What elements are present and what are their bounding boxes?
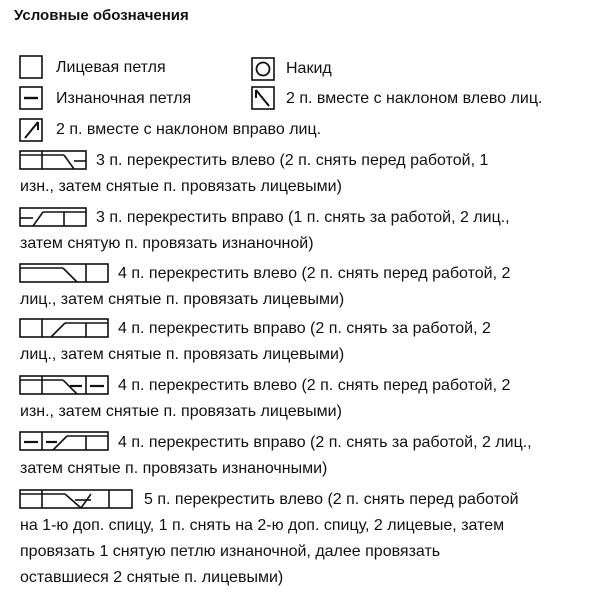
cable-4-left-purl-line-2: изн., затем снятые п. провязать лицевыми): [20, 403, 342, 420]
circle-in-square-icon: [251, 57, 275, 81]
page-title: Условные обозначения: [14, 7, 189, 24]
cable-4-left-knit-line-1: 4 п. перекрестить влево (2 п. снять перед работой, 2: [118, 265, 511, 282]
backslash-in-square-icon: [251, 86, 275, 110]
cable-4-right-knit-icon: [19, 317, 111, 339]
cable-4-right-purl-line-2: затем снятые п. провязать изнаночными): [20, 460, 328, 477]
cable-3-right-line-1: 3 п. перекрестить вправо (1 п. снять за работой, 2 лиц.,: [96, 209, 510, 226]
legend-yarn-over-label: Накид: [286, 60, 332, 77]
legend-purl-label: Изнаночная петля: [56, 90, 192, 107]
cable-5-left-line-2: на 1-ю доп. спицу, 1 п. снять на 2-ю доп. спицу, 2 лицевые, затем: [20, 517, 505, 534]
cable-5-left-line-3: провязать 1 снятую петлю изнаночной, далее провязать: [20, 543, 441, 560]
cable-4-right-purl-line-1: 4 п. перекрестить вправо (2 п. снять за работой, 2 лиц.,: [118, 434, 532, 451]
cable-4-left-purl-line-1: 4 п. перекрестить влево (2 п. снять перед работой, 2: [118, 377, 511, 394]
cable-3-right-icon: [19, 206, 89, 228]
cable-4-left-knit-line-2: лиц., затем снятые п. провязать лицевыми): [20, 291, 345, 308]
cable-5-left-line-4: оставшиеся 2 снятые п. лицевыми): [20, 569, 284, 586]
cable-4-right-knit-line-1: 4 п. перекрестить вправо (2 п. снять за работой, 2: [118, 320, 491, 337]
cable-5-left-icon: [19, 488, 135, 510]
cable-3-right-line-2: затем снятую п. провязать изнаночной): [20, 235, 314, 252]
legend-knit-label: Лицевая петля: [56, 59, 166, 76]
cable-4-left-purl-icon: [19, 374, 111, 396]
dash-in-square-icon: [19, 86, 43, 110]
legend-k2tog-left-label: 2 п. вместе с наклоном влево лиц.: [286, 90, 543, 107]
cable-3-left-icon: [19, 149, 89, 171]
cable-4-right-knit-line-2: лиц., затем снятые п. провязать лицевыми): [20, 346, 345, 363]
empty-square-icon: [19, 55, 43, 79]
cable-4-right-purl-icon: [19, 430, 111, 452]
legend-k2tog-right-label: 2 п. вместе с наклоном вправо лиц.: [56, 121, 322, 138]
cable-3-left-line-1: 3 п. перекрестить влево (2 п. снять перед работой, 1: [96, 152, 489, 169]
slash-in-square-icon: [19, 118, 43, 142]
cable-3-left-line-2: изн., затем снятые п. провязать лицевыми): [20, 178, 342, 195]
cable-5-left-line-1: 5 п. перекрестить влево (2 п. снять перед работой: [144, 491, 519, 508]
cable-4-left-knit-icon: [19, 262, 111, 284]
